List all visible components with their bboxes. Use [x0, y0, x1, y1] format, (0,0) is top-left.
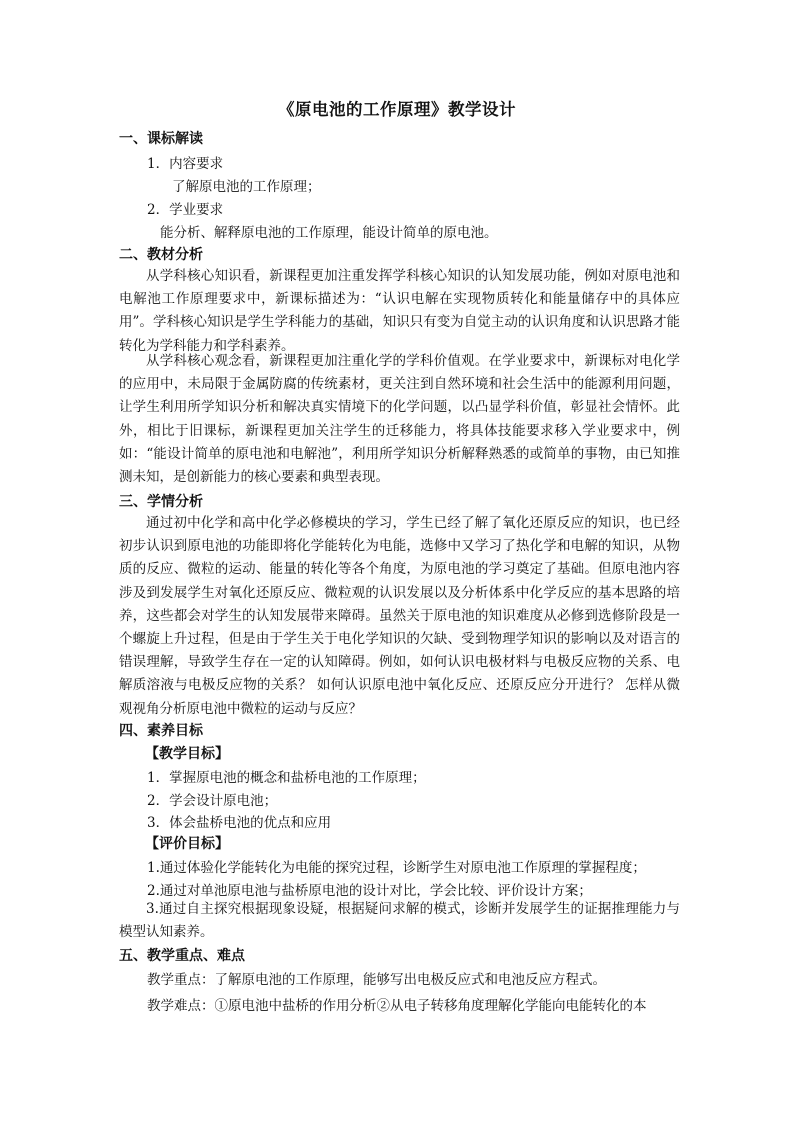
content-requirement-label: 1．内容要求: [147, 156, 224, 172]
teaching-goals-subheading: 【教学目标】: [145, 746, 229, 762]
difficulty-text: 教学难点：①原电池中盐桥的作用分析②从电子转移角度理解化学能向电能转化的本: [147, 998, 647, 1014]
evaluation-goals-subheading: 【评价目标】: [145, 836, 229, 852]
section-heading-curriculum: 一、课标解读: [119, 131, 203, 147]
evaluation-goal-1: 1.通过体验化学能转化为电能的探究过程，诊断学生对原电池工作原理的掌握程度；: [147, 860, 646, 876]
evaluation-goal-3: 3.通过自主探究根据现象设疑，根据疑问求解的模式，诊断并发展学生的证据推理能力与模型认知素养。: [119, 901, 680, 941]
section-heading-keypoints: 五、教学重点、难点: [119, 948, 245, 964]
academic-requirement-text: 能分析、解释原电池的工作原理，能设计简单的原电池。: [160, 225, 498, 241]
textbook-paragraph-1: 从学科核心知识看，新课程更加注重发挥学科核心知识的认知发展功能，例如对原电池和电解池工作原理要求中，新课标描述为：“认识电解在实现物质转化和能量储存中的具体应用”。学科核心知识是学生学科能力的基础，知识只有变为自觉主动的认识角度和认识思路才能转化为学科能力和学科素养。: [119, 268, 680, 354]
teaching-goal-1: 1．掌握原电池的概念和盐桥电池的工作原理；: [147, 770, 426, 786]
academic-requirement-label: 2．学业要求: [147, 202, 224, 218]
section-heading-students: 三、学情分析: [119, 494, 203, 510]
section-heading-goals: 四、素养目标: [119, 723, 203, 739]
textbook-paragraph-2: 从学科核心观念看，新课程更加注重化学的学科价值观。在学业要求中，新课标对电化学的应用中，未局限于金属防腐的传统素材，更关注到自然环境和社会生活中的能源利用问题，让学生利用所学知识分析和解决真实情境下的化学问题，以凸显学科价值，彰显社会情怀。此外，相比于旧课标，新课程更加关注学生的迁移能力，将具体技能要求移入学业要求中，例如：“能设计简单的原电池和电解池”，利用所学知识分析解释熟悉的或简单的事物，由已知推测未知，是创新能力的核心要素和典型表现。: [119, 353, 680, 486]
evaluation-goal-2: 2.通过对单池原电池与盐桥原电池的设计对比，学会比较、评价设计方案；: [147, 883, 592, 899]
section-heading-textbook: 二、教材分析: [119, 247, 203, 263]
teaching-goal-2: 2．学会设计原电池；: [147, 793, 278, 809]
key-point-text: 教学重点：了解原电池的工作原理，能够写出电极反应式和电池反应方程式。: [147, 972, 606, 988]
teaching-goal-3: 3．体会盐桥电池的优点和应用: [147, 815, 332, 831]
content-requirement-text: 了解原电池的工作原理；: [172, 179, 321, 195]
document-title: 《原电池的工作原理》教学设计: [278, 100, 516, 119]
students-paragraph: 通过初中化学和高中化学必修模块的学习，学生已经了解了氧化还原反应的知识，也已经初步认识到原电池的功能即将化学能转化为电能，选修中又学习了热化学和电解的知识，从物质的反应、微粒的运动、能量的转化等各个角度，为原电池的学习奠定了基础。但原电池内容涉及到发展学生对氧化还原反应、微粒观的认识发展以及分析体系中化学反应的基本思路的培养，这些都会对学生的认知发展带来障碍。虽然关于原电池的知识难度从必修到选修阶段是一个螺旋上升过程，但是由于学生关于电化学知识的欠缺、受到物理学知识的影响以及对语言的错误理解，导致学生存在一定的认知障碍。例如，如何认识电极材料与电极反应物的关系、电解质溶液与电极反应物的关系？ 如何认识原电池中氧化反应、还原反应分开进行？ 怎样从微观视角分析原电池中微粒的运动与反应？: [119, 515, 680, 717]
